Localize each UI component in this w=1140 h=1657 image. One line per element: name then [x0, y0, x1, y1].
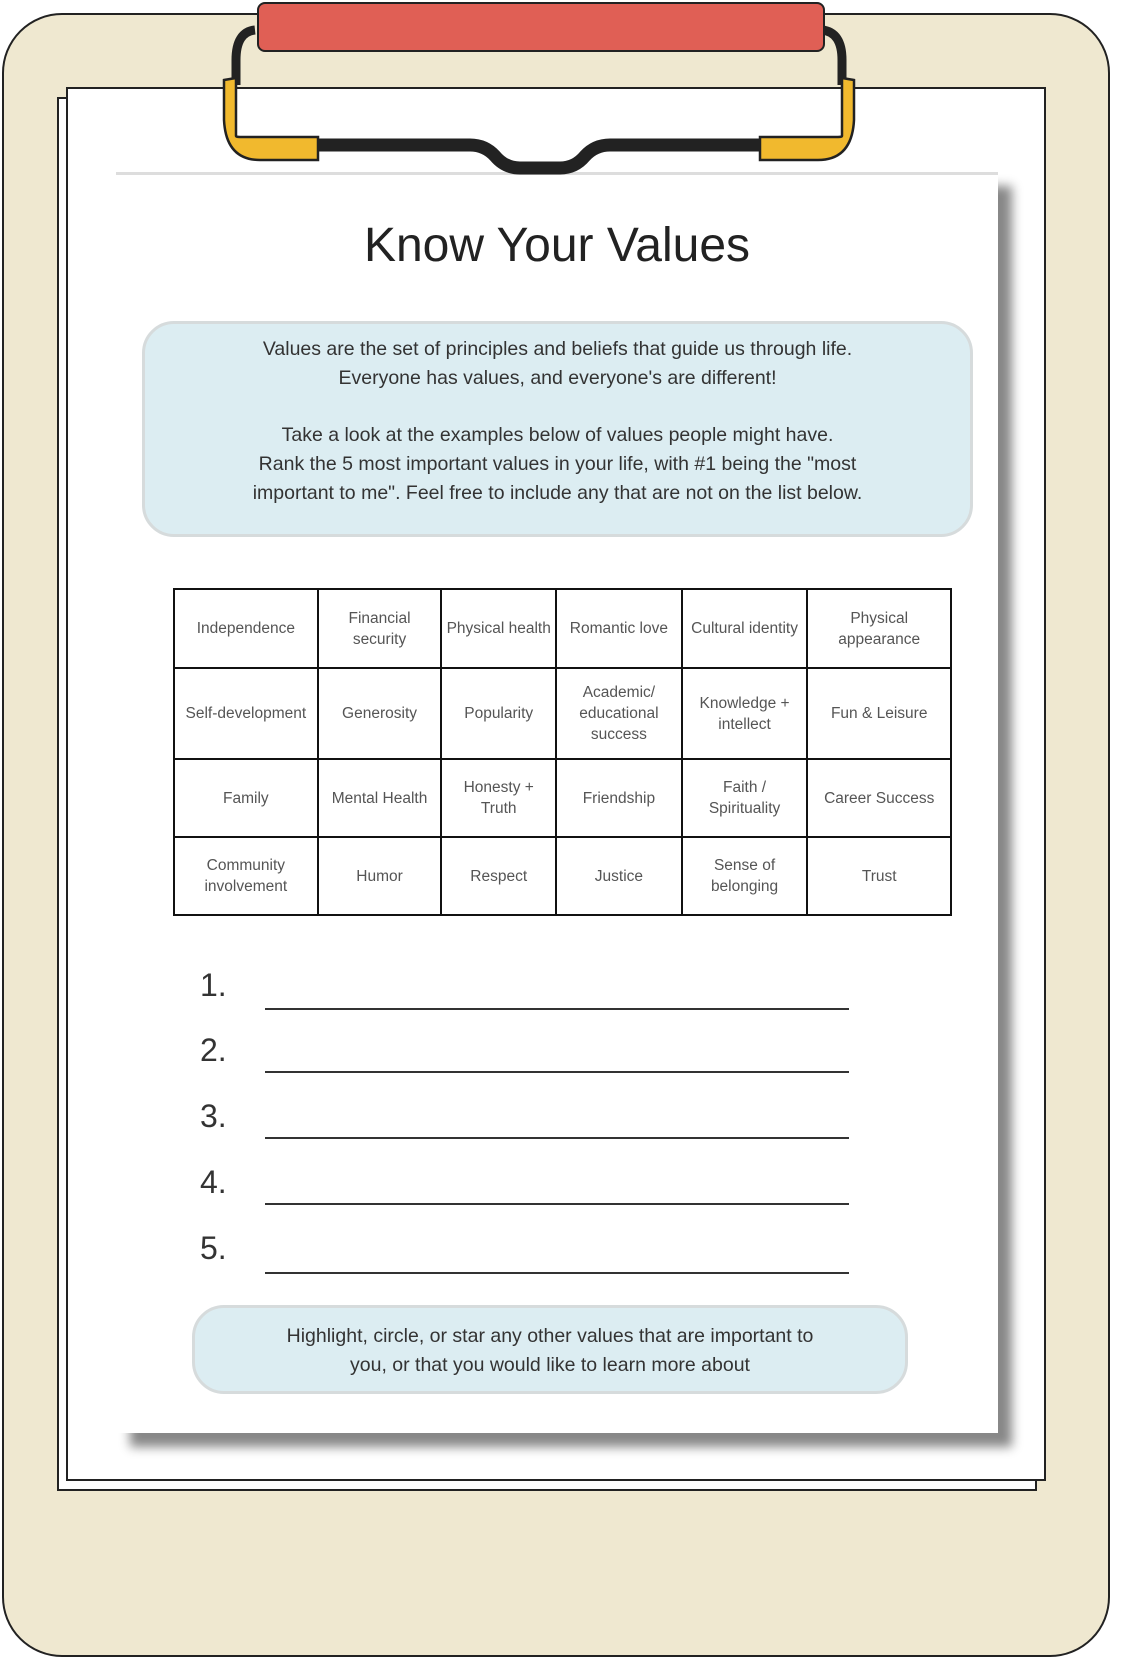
- value-cell: Physical health: [441, 589, 556, 668]
- value-cell: Sense of belonging: [682, 837, 808, 915]
- table-row: [174, 668, 951, 759]
- intro-text: Everyone has values, and everyone's are different!: [338, 367, 777, 389]
- value-cell: Respect: [441, 837, 556, 915]
- value-cell: Financial security: [318, 589, 442, 668]
- table-row: [174, 759, 951, 837]
- rank-number: 5.: [200, 1230, 227, 1266]
- value-cell: Cultural identity: [682, 589, 808, 668]
- clip-bar: [257, 2, 825, 52]
- rank-answer-line[interactable]: [265, 1008, 849, 1010]
- value-cell: Self-development: [174, 668, 318, 759]
- rank-number: 1.: [200, 967, 227, 1003]
- intro-text: important to me". Feel free to include any that are not on the list below.: [252, 482, 863, 504]
- value-cell: Academic/ educational success: [556, 668, 682, 759]
- footer-text: Highlight, circle, or star any other values that are important to: [286, 1325, 814, 1347]
- rank-answer-line[interactable]: [265, 1203, 849, 1205]
- rank-answer-line[interactable]: [265, 1137, 849, 1139]
- intro-text: Rank the 5 most important values in your life, with #1 being the "most: [258, 453, 857, 475]
- rank-number: 4.: [200, 1164, 227, 1200]
- rank-answer-line[interactable]: [265, 1071, 849, 1073]
- value-cell: Justice: [556, 837, 682, 915]
- value-cell: Physical appearance: [807, 589, 951, 668]
- value-cell: Faith / Spirituality: [682, 759, 808, 837]
- value-cell: Humor: [318, 837, 442, 915]
- footer-text: you, or that you would like to learn more about: [350, 1354, 750, 1376]
- value-cell: Fun & Leisure: [807, 668, 951, 759]
- rank-number: 3.: [200, 1098, 227, 1134]
- value-cell: Knowledge + intellect: [682, 668, 808, 759]
- rank-answer-line[interactable]: [265, 1272, 849, 1274]
- value-cell: Community involvement: [174, 837, 318, 915]
- value-cell: Career Success: [807, 759, 951, 837]
- value-cell: Independence: [174, 589, 318, 668]
- value-cell: Family: [174, 759, 318, 837]
- values-table: [173, 588, 952, 916]
- value-cell: Honesty + Truth: [441, 759, 556, 837]
- footer-box: [192, 1305, 908, 1394]
- value-cell: Mental Health: [318, 759, 442, 837]
- table-row: [174, 837, 951, 915]
- value-cell: Popularity: [441, 668, 556, 759]
- value-cell: Romantic love: [556, 589, 682, 668]
- value-cell: Generosity: [318, 668, 442, 759]
- page-title: Know Your Values: [363, 219, 751, 272]
- value-cell: Friendship: [556, 759, 682, 837]
- table-row: [174, 589, 951, 668]
- intro-text: Values are the set of principles and beliefs that guide us through life.: [262, 338, 853, 360]
- rank-number: 2.: [200, 1032, 227, 1068]
- intro-text: Take a look at the examples below of values people might have.: [281, 424, 834, 446]
- intro-box: [142, 321, 973, 537]
- value-cell: Trust: [807, 837, 951, 915]
